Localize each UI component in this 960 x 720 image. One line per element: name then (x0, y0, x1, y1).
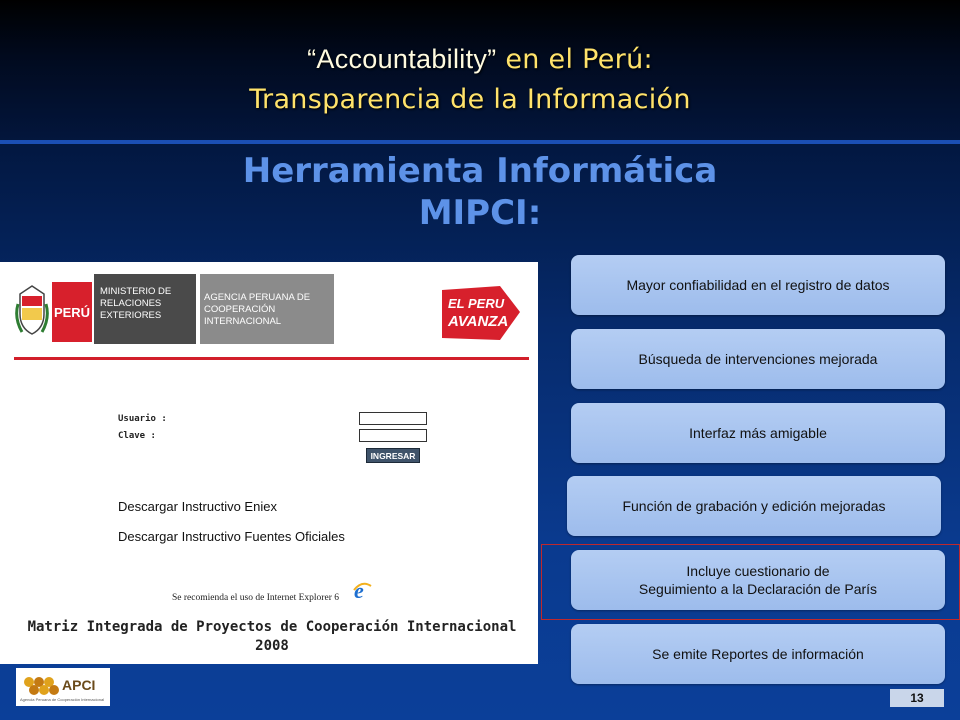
feature-label: Función de grabación y edición mejoradas (622, 498, 886, 514)
agency-label: AGENCIA PERUANA DE COOPERACIÓN INTERNACIONAL (200, 274, 334, 344)
apci-emblem-icon (22, 674, 62, 696)
logo-line2: AVANZA (448, 313, 509, 330)
matriz-line2: 2008 (255, 638, 289, 654)
feature-busqueda (571, 329, 945, 389)
title-quote: “Accountability” (307, 44, 497, 74)
mipci-login-screenshot (0, 262, 538, 664)
feature-interfaz (571, 403, 945, 463)
divider-line (0, 140, 960, 144)
ministry-label: MINISTERIO DE RELACIONES EXTERIORES (94, 274, 196, 344)
usuario-label: Usuario : (118, 414, 167, 424)
matriz-line1: Matriz Integrada de Proyectos de Cooperación Internacional (27, 619, 517, 635)
usuario-input[interactable] (359, 412, 427, 425)
apci-logo-subtitle: Agencia Peruana de Cooperación Internacional (20, 697, 105, 702)
slide-subtitle: Transparencia de la Información (249, 84, 691, 115)
headline (0, 150, 960, 234)
feature-grabacion (567, 476, 941, 536)
browser-recommendation: Se recomienda el uso de Internet Explorer 6 (172, 593, 339, 603)
apci-logo-text: APCI (62, 677, 96, 693)
page-number: 13 (890, 689, 944, 707)
headline-line2: MIPCI: (418, 193, 542, 233)
feature-label: Se emite Reportes de información (652, 646, 864, 662)
feature-label-line2: Seguimiento a la Declaración de París (638, 581, 878, 597)
svg-text:e: e (354, 580, 364, 602)
el-peru-avanza-logo (440, 282, 522, 344)
feature-confiabilidad (571, 255, 945, 315)
coat-of-arms-icon (14, 284, 50, 340)
clave-input[interactable] (359, 429, 427, 442)
feature-label: Búsqueda de intervenciones mejorada (638, 351, 878, 367)
download-eniex-link[interactable]: Descargar Instructivo Eniex (118, 499, 277, 514)
feature-label-line1: Incluye cuestionario de (686, 563, 830, 579)
feature-label: Interfaz más amigable (689, 425, 827, 441)
headline-line1: Herramienta Informática (242, 151, 718, 191)
feature-label: Mayor confiabilidad en el registro de datos (626, 277, 890, 293)
matriz-title (20, 618, 524, 656)
ingresar-button[interactable]: INGRESAR (366, 448, 420, 463)
download-fuentes-link[interactable]: Descargar Instructivo Fuentes Oficiales (118, 529, 345, 544)
feature-cuestionario (571, 550, 945, 610)
peru-label: PERÚ (52, 282, 92, 342)
header-red-line (14, 357, 529, 360)
apci-logo (16, 668, 110, 706)
clave-label: Clave : (118, 431, 156, 441)
logo-line1: EL PERU (448, 296, 505, 311)
title-rest: en el Perú: (496, 44, 653, 75)
internet-explorer-icon (352, 580, 372, 602)
slide-title (0, 44, 960, 75)
feature-reportes (571, 624, 945, 684)
